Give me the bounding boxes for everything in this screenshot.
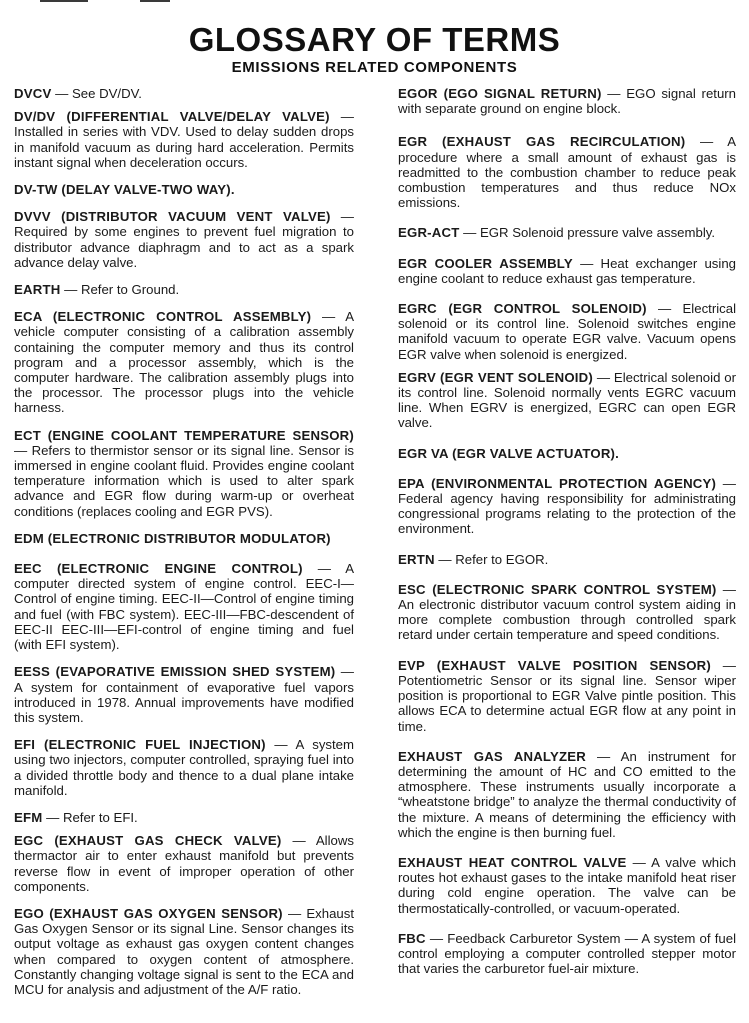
glossary-entry-esc: ESC (ELECTRONIC SPARK CONTROL SYSTEM) — An electronic distributor vacuum control system aiding in more complete combustion through controlled spark retard under certain temperature and speed conditions. [398,581,736,643]
glossary-entry-dvvv: DVVV (DISTRIBUTOR VACUUM VENT VALVE) — Required by some engines to prevent fuel migration to distributor advance diaphragm and to act as a spark advance delay valve. [14,209,354,270]
entry-term: EARTH [14,282,61,298]
entry-term: EGR (EXHAUST GAS RECIRCULATION) [398,134,686,150]
glossary-entry-dvtw [14,182,354,197]
entry-term: EGO (EXHAUST GAS OXYGEN SENSOR) [14,905,283,921]
entry-term: EGR COOLER ASSEMBLY [398,255,573,271]
entry-definition: Electrical solenoid or its control line. Solenoid switches engine manifold vacuum to operate EGR valve. Vacuum opens EGR valve when solenoid is energized. [398,301,737,362]
glossary-entry-egr-cooler: EGR COOLER ASSEMBLY — Heat exchanger using engine coolant to reduce exhaust gas temperature. [398,255,737,286]
entry-term: DV-TW (DELAY VALVE-TWO WAY). [14,182,235,198]
glossary-entry-egr: EGR (EXHAUST GAS RECIRCULATION) — A procedure where a small amount of exhaust gas is readmitted to the combustion chamber to reduce peak combustion temperatures and thus reduce NOx emissions. [398,134,736,211]
top-rule [40,0,88,2]
entry-definition: A computer directed system of engine control. EEC-I—Control of engine timing. EEC-II—Control of engine timing and fuel (with FBC system). EEC-III—FBC-descendent of EEC-II EEC-III—EFI-control of engine timing and fuel (with EFI system). [14,561,354,653]
glossary-entry-epa: EPA (ENVIRONMENTAL PROTECTION AGENCY) — Federal agency having responsibility for administrating congressional programs relating to the protection of the environment. [398,475,736,537]
entry-term: EGR-ACT [398,225,460,241]
entry-term: ECT (ENGINE COOLANT TEMPERATURE SENSOR) [14,427,354,443]
top-rules [0,0,749,6]
entry-term: EEC (ELECTRONIC ENGINE CONTROL) [14,561,303,577]
glossary-entry-exhaust-gas-analyzer: EXHAUST GAS ANALYZER — An instrument for determining the amount of HC and CO emitted to the atmosphere. These instruments usually incorporate a “wheatstone bridge” to analyze the thermal conductivity of the mixture. A means of determining the efficiency with which the engine is then burning fuel. [398,748,736,840]
entry-definition: Heat exchanger using engine coolant to reduce exhaust gas temperature. [398,255,737,286]
left-column [14,86,354,997]
entry-term: EGOR (EGO SIGNAL RETURN) [398,86,602,101]
glossary-entry-ego: EGO (EXHAUST GAS OXYGEN SENSOR) — Exhaust Gas Oxygen Sensor or its signal Line. Sensor changes its output voltage as exhaust gas oxygen content changes when compared to oxygen content of atmosphere. Constantly changing voltage signal is sent to the ECA and MCU for analysis and adjustment of the A/F ratio. [14,905,354,997]
entry-definition: Federal agency having responsibility for administrating congressional programs relating to the protection of the environment. [398,491,736,537]
entry-definition: A valve which routes hot exhaust gases to the intake manifold heat riser during cold engine operation. The valve can be thermostatically-controlled, or vacuum-operated. [398,854,736,916]
top-rule [140,0,170,2]
entry-term: EESS (EVAPORATIVE EMISSION SHED SYSTEM) [14,664,336,680]
entry-definition: Refer to EGOR. [455,551,549,567]
entry-definition: A system for containment of evaporative fuel vapors introduced in 1978. Annual improvements have modified this system. [14,679,354,725]
entry-definition: Feedback Carburetor System — A system of fuel control employing a computer controlled stepper motor that varies the carburetor fuel-air mixture. [398,930,737,977]
entry-term: DV/DV (DIFFERENTIAL VALVE/DELAY VALVE) [14,109,330,125]
glossary-entry-ertn: ERTN — Refer to EGOR. [398,551,549,567]
glossary-entry-egor: EGOR (EGO SIGNAL RETURN) — EGO signal return with separate ground on engine block. [398,86,737,117]
entry-term: DVCV [14,86,52,101]
glossary-entry-evp: EVP (EXHAUST VALVE POSITION SENSOR) — Potentiometric Sensor or its signal line. Sensor wiper position is proportional to EGR Valve pintle position. This allows ECA to determine actual EGR flow at any point in time. [398,657,736,734]
entry-definition: Refer to EFI. [62,809,138,825]
entry-term: ECA (ELECTRONIC CONTROL ASSEMBLY) [14,309,312,325]
entry-definition: A vehicle computer consisting of a calibration assembly containing the computer memory and thus its control program and a processor assembly, which is the computer hardware. The calibration assembly plugs into the processor. The processor plugs into the vehicle harness. [14,309,354,416]
glossary-entry-egr-va [398,446,736,461]
glossary-entry-edm [14,531,354,546]
glossary-entry-efi: EFI (ELECTRONIC FUEL INJECTION) — A system using two injectors, computer controlled, spraying fuel into a divided throttle body and thence to a dual plane intake manifold. [14,737,355,798]
entry-definition: Refers to thermistor sensor or its signal line. Sensor is immersed in engine coolant fluid. Provides engine coolant temperature information which is used to alter spark advance and EGR flow during warm-up or overheat conditions (replaces cooling and EGR PVS). [14,442,354,519]
page-subtitle: EMISSIONS RELATED COMPONENTS [231,59,518,76]
entry-term: EVP (EXHAUST VALVE POSITION SENSOR) [398,657,711,673]
glossary-entry-ect: ECT (ENGINE COOLANT TEMPERATURE SENSOR) — Refers to thermistor sensor or its signal line. Sensor is immersed in engine coolant fluid. Provides engine coolant temperature information which is used to alter spark advance and EGR flow during warm-up or overheat conditions (replaces cooling and EGR PVS). [14,427,354,519]
entry-definition: EGR Solenoid pressure valve assembly. [480,225,716,241]
entry-definition: A system using two injectors, computer controlled, spraying fuel into a divided throttle body and thence to a dual plane intake manifold. [14,737,355,798]
glossary-entry-egrc: EGRC (EGR CONTROL SOLENOID) — Electrical solenoid or its control line. Solenoid switches engine manifold vacuum to operate EGR valve. Vacuum opens EGR valve when solenoid is energized. [398,301,737,362]
entry-definition: Allows thermactor air to enter exhaust manifold but prevents reverse flow in event of improper operation of other components. [14,833,354,894]
entry-term: ERTN [398,551,435,567]
entry-term: EFI (ELECTRONIC FUEL INJECTION) [14,737,266,753]
glossary-entry-dvcv: DVCV — See DV/DV. [14,86,142,101]
entry-definition: See DV/DV. [71,86,142,101]
entry-definition: A procedure where a small amount of exhaust gas is readmitted to the combustion chamber to reduce peak combustion temperatures and thus reduce NOx emissions. [398,134,736,211]
entry-term: EGC (EXHAUST GAS CHECK VALVE) [14,833,282,849]
entry-term: EFM [14,809,43,825]
entry-definition: Required by some engines to prevent fuel migration to distributor advance diaphragm and to act as a spark advance delay valve. [14,224,354,270]
entry-definition: Exhaust Gas Oxygen Sensor or its signal Line. Sensor changes its output voltage as exhaust gas oxygen content changes when compared to oxygen content of atmosphere. Constantly changing voltage signal is sent to the ECA and MCU for analysis and adjustment of the A/F ratio. [14,905,354,997]
right-column [398,86,736,976]
entry-definition: Refer to Ground. [80,282,180,298]
glossary-entry-egc: EGC (EXHAUST GAS CHECK VALVE) — Allows thermactor air to enter exhaust manifold but prevents reverse flow in event of improper operation of other components. [14,833,354,894]
glossary-entry-eca: ECA (ELECTRONIC CONTROL ASSEMBLY) — A vehicle computer consisting of a calibration assembly containing the computer memory and thus its control program and a processor assembly, which is the computer hardware. The calibration assembly plugs into the processor. The processor plugs into the vehicle harness. [14,309,354,416]
entry-term: ESC (ELECTRONIC SPARK CONTROL SYSTEM) [398,581,717,597]
entry-term: EGRV (EGR VENT SOLENOID) [398,369,593,385]
entry-definition: Installed in series with VDV. Used to delay sudden drops in manifold vacuum as during hard acceleration. Permits instant signal when deceleration occurs. [14,124,354,170]
glossary-entry-efm: EFM — Refer to EFI. [14,809,138,825]
entry-term: EXHAUST GAS ANALYZER [398,748,586,764]
page-title: GLOSSARY OF TERMS [188,21,561,58]
entry-term: DVVV (DISTRIBUTOR VACUUM VENT VALVE) [14,209,331,225]
entry-term: EXHAUST HEAT CONTROL VALVE [398,854,627,870]
entry-definition: An instrument for determining the amount of HC and CO emitted to the atmosphere. These instruments usually incorporate a “wheatstone bridge” to analyze the thermal conductivity of the mixture. A means of determining the efficiency with which the engine is then burning fuel. [398,748,736,840]
glossary-entry-egr-act: EGR-ACT — EGR Solenoid pressure valve assembly. [398,225,716,241]
entry-term: EGRC (EGR CONTROL SOLENOID) [398,301,647,317]
entry-term: EDM (ELECTRONIC DISTRIBUTOR MODULATOR) [14,530,331,546]
glossary-entry-eess: EESS (EVAPORATIVE EMISSION SHED SYSTEM) — A system for containment of evaporative fuel vapors introduced in 1978. Annual improvements have modified this system. [14,664,354,725]
entry-definition: An electronic distributor vacuum control system aiding in more complete combustion through controlled spark retard under certain temperature and speed conditions. [398,597,736,643]
glossary-entry-eec: EEC (ELECTRONIC ENGINE CONTROL) — A computer directed system of engine control. EEC-I—Control of engine timing. EEC-II—Control of engine timing and fuel (with FBC system). EEC-III—FBC-descendent of EEC-II EEC-III—EFI-control of engine timing and fuel (with EFI system). [14,561,354,653]
entry-definition: Potentiometric Sensor or its signal line. Sensor wiper position is proportional to EGR Valve pintle position. This allows ECA to determine actual EGR flow at any point in time. [398,672,736,734]
glossary-entry-egrv: EGRV (EGR VENT SOLENOID) — Electrical solenoid or its control line. Solenoid normally vents EGRC vacuum line. When EGRV is energized, EGRC can open EGR valve. [398,369,736,431]
glossary-entry-earth: EARTH — Refer to Ground. [14,282,180,298]
entry-definition: Electrical solenoid or its control line. Solenoid normally vents EGRC vacuum line. When EGRV is energized, EGRC can open EGR valve. [398,369,736,431]
entry-term: EPA (ENVIRONMENTAL PROTECTION AGENCY) [398,475,717,491]
entry-term: FBC [398,930,426,946]
glossary-entry-exhaust-heat-control-valve: EXHAUST HEAT CONTROL VALVE — A valve which routes hot exhaust gases to the intake manifold heat riser during cold engine operation. The valve can be thermostatically-controlled, or vacuum-operated. [398,854,736,916]
glossary-entry-fbc: FBC — Feedback Carburetor System — A system of fuel control employing a computer controlled stepper motor that varies the carburetor fuel-air mixture. [398,930,737,977]
glossary-entry-dvdv: DV/DV (DIFFERENTIAL VALVE/DELAY VALVE) — Installed in series with VDV. Used to delay sudden drops in manifold vacuum as during hard acceleration. Permits instant signal when deceleration occurs. [14,109,354,170]
entry-term: EGR VA (EGR VALVE ACTUATOR). [398,445,619,461]
entry-definition: EGO signal return with separate ground on engine block. [398,86,737,117]
